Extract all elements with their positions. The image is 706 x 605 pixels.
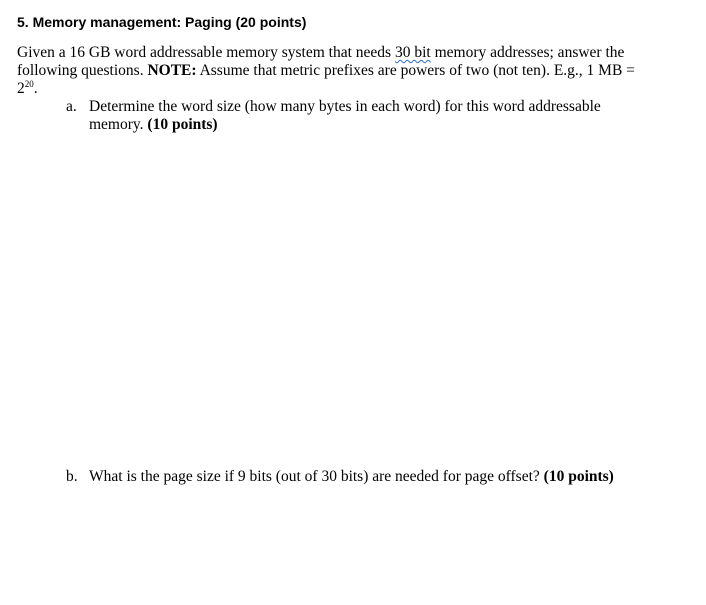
intro-line-1-start: Given a 16 GB word addressable memory system that needs <box>17 44 395 61</box>
part-b-line-1-text: What is the page size if 9 bits (out of 30 bits) are needed for page offset? <box>89 468 544 485</box>
part-b-line-1 <box>89 468 629 486</box>
part-a-body <box>89 98 629 134</box>
intro-line-3 <box>17 80 657 98</box>
spellcheck-flagged-text: 30 bit <box>394 44 431 61</box>
part-a-marker: a. <box>66 98 77 115</box>
intro-line-3-end: . <box>33 80 38 97</box>
intro-line-2-end: Assume that metric prefixes are powers of two (not ten). E.g., 1 MB = <box>196 62 635 79</box>
intro-line-2 <box>17 62 657 80</box>
power-exponent: 20 <box>24 79 34 89</box>
question-intro <box>17 44 657 98</box>
part-a-line-2-text: memory. <box>89 116 148 133</box>
intro-line-1 <box>17 44 657 62</box>
part-a-line-2 <box>89 116 629 134</box>
part-b-marker: b. <box>66 468 78 485</box>
power-base: 2 <box>17 80 25 97</box>
note-label: NOTE: <box>147 62 197 79</box>
intro-line-1-end: memory addresses; answer the <box>430 44 625 61</box>
part-b-body <box>89 468 629 486</box>
question-heading: 5. Memory management: Paging (20 points) <box>17 14 307 30</box>
part-b-points: (10 points) <box>543 468 614 485</box>
part-a-points: (10 points) <box>147 116 218 133</box>
intro-line-2-start: following questions. <box>17 62 148 79</box>
part-a-line-1: Determine the word size (how many bytes in each word) for this word addressable <box>89 98 601 115</box>
